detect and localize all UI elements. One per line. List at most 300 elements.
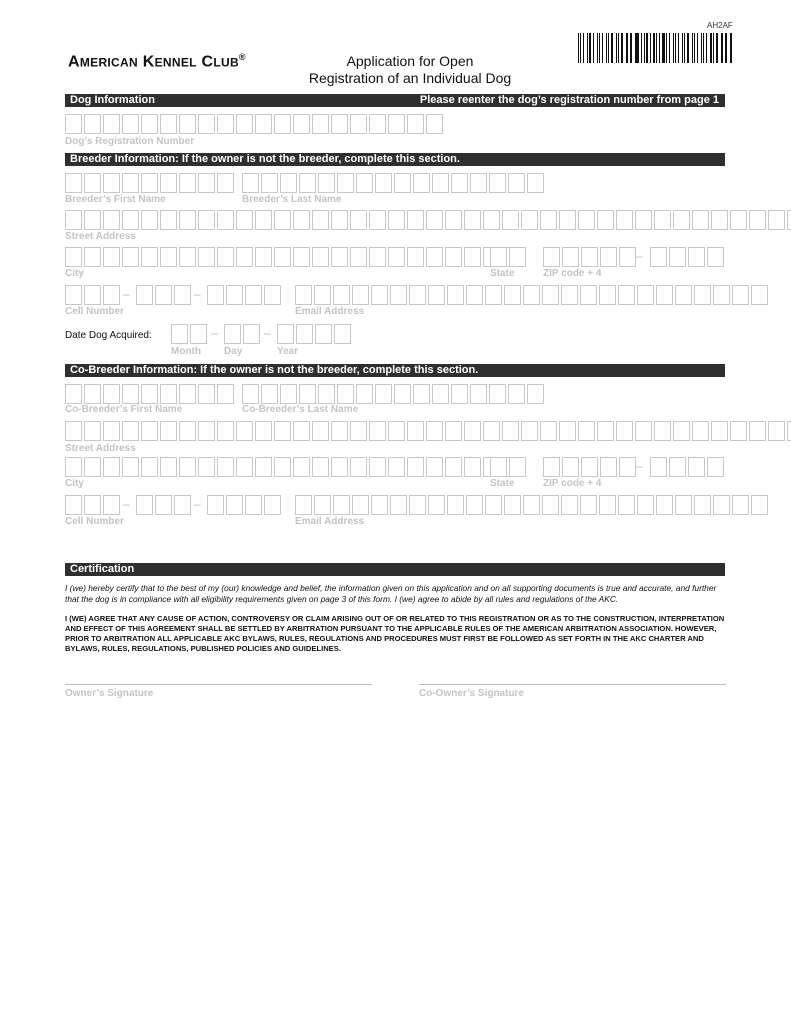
character-box[interactable] [160,114,177,134]
character-box[interactable] [174,495,191,515]
character-box[interactable] [312,114,329,134]
character-box[interactable] [616,421,633,441]
character-box[interactable] [296,324,313,344]
character-box[interactable] [179,247,196,267]
character-box[interactable] [217,210,234,230]
character-box[interactable] [179,210,196,230]
character-box[interactable] [618,495,635,515]
character-box[interactable] [179,384,196,404]
character-box[interactable] [141,114,158,134]
character-box[interactable] [407,421,424,441]
character-box[interactable] [141,457,158,477]
character-box[interactable] [673,421,690,441]
character-box[interactable] [65,457,82,477]
character-box[interactable] [255,247,272,267]
character-box[interactable] [312,421,329,441]
character-box[interactable] [224,324,241,344]
character-box[interactable] [732,495,749,515]
character-box[interactable] [578,210,595,230]
registration-number-boxes[interactable] [65,114,445,134]
character-box[interactable] [669,457,686,477]
character-box[interactable] [179,421,196,441]
character-box[interactable] [768,421,785,441]
character-box[interactable] [369,457,386,477]
character-box[interactable] [428,495,445,515]
character-box[interactable] [447,285,464,305]
character-box[interactable] [274,114,291,134]
character-box[interactable] [65,114,82,134]
character-box[interactable] [337,173,354,193]
character-box[interactable] [226,495,243,515]
character-box[interactable] [103,210,120,230]
character-box[interactable] [490,247,507,267]
coowner-signature-line[interactable] [419,684,726,685]
character-box[interactable] [84,114,101,134]
character-box[interactable] [464,457,481,477]
character-box[interactable] [293,421,310,441]
character-box[interactable] [654,421,671,441]
cobreeder-cell-prefix-boxes[interactable] [136,495,193,515]
character-box[interactable] [356,173,373,193]
character-box[interactable] [637,495,654,515]
character-box[interactable] [84,210,101,230]
character-box[interactable] [295,285,312,305]
character-box[interactable] [466,495,483,515]
character-box[interactable] [122,457,139,477]
character-box[interactable] [509,457,526,477]
character-box[interactable] [485,495,502,515]
character-box[interactable] [407,210,424,230]
character-box[interactable] [751,495,768,515]
character-box[interactable] [179,114,196,134]
cobreeder-cell-line-boxes[interactable] [207,495,283,515]
character-box[interactable] [333,285,350,305]
character-box[interactable] [600,457,617,477]
character-box[interactable] [375,384,392,404]
cobreeder-zip4-boxes[interactable] [650,457,726,477]
character-box[interactable] [451,173,468,193]
character-box[interactable] [527,384,544,404]
character-box[interactable] [122,384,139,404]
character-box[interactable] [527,173,544,193]
date-day-boxes[interactable] [224,324,262,344]
character-box[interactable] [656,285,673,305]
character-box[interactable] [483,210,500,230]
character-box[interactable] [318,384,335,404]
character-box[interactable] [198,384,215,404]
character-box[interactable] [675,285,692,305]
character-box[interactable] [236,457,253,477]
character-box[interactable] [312,210,329,230]
character-box[interactable] [673,210,690,230]
character-box[interactable] [171,324,188,344]
character-box[interactable] [540,210,557,230]
character-box[interactable] [432,384,449,404]
cobreeder-first-name-boxes[interactable] [65,384,236,404]
character-box[interactable] [352,495,369,515]
character-box[interactable] [122,173,139,193]
character-box[interactable] [635,421,652,441]
character-box[interactable] [243,324,260,344]
character-box[interactable] [485,285,502,305]
character-box[interactable] [334,324,351,344]
character-box[interactable] [155,285,172,305]
character-box[interactable] [160,247,177,267]
character-box[interactable] [388,114,405,134]
character-box[interactable] [190,324,207,344]
breeder-cell-area-boxes[interactable] [65,285,122,305]
owner-signature-line[interactable] [65,684,372,685]
character-box[interactable] [318,173,335,193]
character-box[interactable] [711,421,728,441]
character-box[interactable] [523,495,540,515]
character-box[interactable] [694,285,711,305]
character-box[interactable] [768,210,785,230]
character-box[interactable] [749,421,766,441]
character-box[interactable] [65,384,82,404]
character-box[interactable] [141,247,158,267]
character-box[interactable] [217,173,234,193]
character-box[interactable] [490,457,507,477]
breeder-state-boxes[interactable] [490,247,528,267]
character-box[interactable] [407,247,424,267]
character-box[interactable] [521,210,538,230]
character-box[interactable] [508,384,525,404]
character-box[interactable] [426,247,443,267]
character-box[interactable] [409,285,426,305]
character-box[interactable] [371,285,388,305]
character-box[interactable] [502,210,519,230]
date-month-boxes[interactable] [171,324,209,344]
character-box[interactable] [217,247,234,267]
character-box[interactable] [508,173,525,193]
character-box[interactable] [445,421,462,441]
character-box[interactable] [255,114,272,134]
character-box[interactable] [314,285,331,305]
character-box[interactable] [274,247,291,267]
character-box[interactable] [600,247,617,267]
character-box[interactable] [103,285,120,305]
character-box[interactable] [333,495,350,515]
character-box[interactable] [394,173,411,193]
character-box[interactable] [264,495,281,515]
character-box[interactable] [277,324,294,344]
character-box[interactable] [350,114,367,134]
character-box[interactable] [207,495,224,515]
character-box[interactable] [562,247,579,267]
character-box[interactable] [635,210,652,230]
character-box[interactable] [136,285,153,305]
character-box[interactable] [141,173,158,193]
character-box[interactable] [521,421,538,441]
character-box[interactable] [337,384,354,404]
character-box[interactable] [236,210,253,230]
character-box[interactable] [331,114,348,134]
character-box[interactable] [84,247,101,267]
character-box[interactable] [293,457,310,477]
character-box[interactable] [426,421,443,441]
breeder-zip4-boxes[interactable] [650,247,726,267]
character-box[interactable] [350,421,367,441]
character-box[interactable] [543,247,560,267]
character-box[interactable] [226,285,243,305]
character-box[interactable] [264,285,281,305]
character-box[interactable] [388,247,405,267]
character-box[interactable] [160,421,177,441]
character-box[interactable] [160,210,177,230]
character-box[interactable] [388,457,405,477]
character-box[interactable] [280,173,297,193]
cobreeder-last-name-boxes[interactable] [242,384,546,404]
character-box[interactable] [331,210,348,230]
cobreeder-state-boxes[interactable] [490,457,528,477]
character-box[interactable] [445,457,462,477]
character-box[interactable] [217,114,234,134]
character-box[interactable] [375,173,392,193]
character-box[interactable] [65,247,82,267]
breeder-first-name-boxes[interactable] [65,173,236,193]
character-box[interactable] [352,285,369,305]
character-box[interactable] [692,210,709,230]
character-box[interactable] [315,324,332,344]
character-box[interactable] [65,495,82,515]
character-box[interactable] [692,421,709,441]
character-box[interactable] [84,384,101,404]
character-box[interactable] [407,114,424,134]
character-box[interactable] [616,210,633,230]
character-box[interactable] [103,495,120,515]
character-box[interactable] [314,495,331,515]
character-box[interactable] [122,247,139,267]
character-box[interactable] [599,495,616,515]
character-box[interactable] [103,457,120,477]
character-box[interactable] [103,173,120,193]
character-box[interactable] [650,457,667,477]
character-box[interactable] [299,384,316,404]
character-box[interactable] [426,210,443,230]
character-box[interactable] [122,421,139,441]
character-box[interactable] [619,457,636,477]
character-box[interactable] [713,285,730,305]
character-box[interactable] [136,495,153,515]
character-box[interactable] [198,114,215,134]
character-box[interactable] [432,173,449,193]
character-box[interactable] [597,210,614,230]
character-box[interactable] [217,421,234,441]
character-box[interactable] [407,457,424,477]
character-box[interactable] [198,247,215,267]
character-box[interactable] [103,247,120,267]
character-box[interactable] [293,114,310,134]
character-box[interactable] [580,495,597,515]
character-box[interactable] [694,495,711,515]
character-box[interactable] [562,457,579,477]
character-box[interactable] [65,285,82,305]
character-box[interactable] [198,173,215,193]
character-box[interactable] [84,285,101,305]
character-box[interactable] [236,247,253,267]
character-box[interactable] [122,114,139,134]
character-box[interactable] [559,210,576,230]
character-box[interactable] [160,457,177,477]
character-box[interactable] [255,210,272,230]
breeder-cell-line-boxes[interactable] [207,285,283,305]
character-box[interactable] [688,247,705,267]
character-box[interactable] [669,247,686,267]
character-box[interactable] [356,384,373,404]
character-box[interactable] [103,384,120,404]
character-box[interactable] [711,210,728,230]
character-box[interactable] [141,384,158,404]
character-box[interactable] [445,247,462,267]
cobreeder-cell-area-boxes[interactable] [65,495,122,515]
character-box[interactable] [369,114,386,134]
character-box[interactable] [707,457,724,477]
breeder-email-boxes[interactable] [295,285,770,305]
character-box[interactable] [350,210,367,230]
character-box[interactable] [236,421,253,441]
character-box[interactable] [599,285,616,305]
character-box[interactable] [217,457,234,477]
character-box[interactable] [388,421,405,441]
character-box[interactable] [504,495,521,515]
character-box[interactable] [413,173,430,193]
character-box[interactable] [245,285,262,305]
character-box[interactable] [650,247,667,267]
cobreeder-zip-boxes[interactable] [543,457,638,477]
character-box[interactable] [103,114,120,134]
character-box[interactable] [542,285,559,305]
character-box[interactable] [675,495,692,515]
character-box[interactable] [451,384,468,404]
character-box[interactable] [581,247,598,267]
breeder-street-boxes[interactable] [65,210,791,230]
character-box[interactable] [561,285,578,305]
character-box[interactable] [274,457,291,477]
character-box[interactable] [84,173,101,193]
character-box[interactable] [470,173,487,193]
character-box[interactable] [255,457,272,477]
character-box[interactable] [542,495,559,515]
character-box[interactable] [787,210,791,230]
character-box[interactable] [350,247,367,267]
character-box[interactable] [245,495,262,515]
character-box[interactable] [331,457,348,477]
character-box[interactable] [155,495,172,515]
character-box[interactable] [489,384,506,404]
character-box[interactable] [369,210,386,230]
character-box[interactable] [293,210,310,230]
character-box[interactable] [730,421,747,441]
character-box[interactable] [295,495,312,515]
character-box[interactable] [261,173,278,193]
character-box[interactable] [713,495,730,515]
character-box[interactable] [543,457,560,477]
character-box[interactable] [207,285,224,305]
character-box[interactable] [426,114,443,134]
character-box[interactable] [559,421,576,441]
character-box[interactable] [413,384,430,404]
character-box[interactable] [331,421,348,441]
character-box[interactable] [561,495,578,515]
character-box[interactable] [656,495,673,515]
character-box[interactable] [447,495,464,515]
character-box[interactable] [198,421,215,441]
character-box[interactable] [540,421,557,441]
breeder-zip-boxes[interactable] [543,247,638,267]
character-box[interactable] [504,285,521,305]
character-box[interactable] [409,495,426,515]
character-box[interactable] [369,421,386,441]
character-box[interactable] [84,457,101,477]
breeder-cell-prefix-boxes[interactable] [136,285,193,305]
character-box[interactable] [198,457,215,477]
character-box[interactable] [65,173,82,193]
character-box[interactable] [654,210,671,230]
character-box[interactable] [502,421,519,441]
character-box[interactable] [369,247,386,267]
character-box[interactable] [581,457,598,477]
character-box[interactable] [299,173,316,193]
character-box[interactable] [65,210,82,230]
character-box[interactable] [103,421,120,441]
character-box[interactable] [509,247,526,267]
character-box[interactable] [160,173,177,193]
character-box[interactable] [464,247,481,267]
character-box[interactable] [141,421,158,441]
character-box[interactable] [236,114,253,134]
character-box[interactable] [371,495,388,515]
character-box[interactable] [293,247,310,267]
character-box[interactable] [160,384,177,404]
character-box[interactable] [637,285,654,305]
character-box[interactable] [523,285,540,305]
character-box[interactable] [388,210,405,230]
character-box[interactable] [732,285,749,305]
character-box[interactable] [445,210,462,230]
character-box[interactable] [749,210,766,230]
character-box[interactable] [428,285,445,305]
character-box[interactable] [466,285,483,305]
character-box[interactable] [261,384,278,404]
character-box[interactable] [174,285,191,305]
character-box[interactable] [618,285,635,305]
character-box[interactable] [274,421,291,441]
character-box[interactable] [242,173,259,193]
character-box[interactable] [280,384,297,404]
character-box[interactable] [619,247,636,267]
character-box[interactable] [730,210,747,230]
character-box[interactable] [707,247,724,267]
character-box[interactable] [787,421,791,441]
character-box[interactable] [489,173,506,193]
character-box[interactable] [84,421,101,441]
breeder-city-boxes[interactable] [65,247,521,267]
character-box[interactable] [751,285,768,305]
breeder-last-name-boxes[interactable] [242,173,546,193]
character-box[interactable] [255,421,272,441]
character-box[interactable] [179,457,196,477]
character-box[interactable] [312,457,329,477]
cobreeder-email-boxes[interactable] [295,495,770,515]
character-box[interactable] [242,384,259,404]
character-box[interactable] [580,285,597,305]
character-box[interactable] [141,210,158,230]
character-box[interactable] [331,247,348,267]
character-box[interactable] [390,495,407,515]
character-box[interactable] [179,173,196,193]
cobreeder-city-boxes[interactable] [65,457,521,477]
